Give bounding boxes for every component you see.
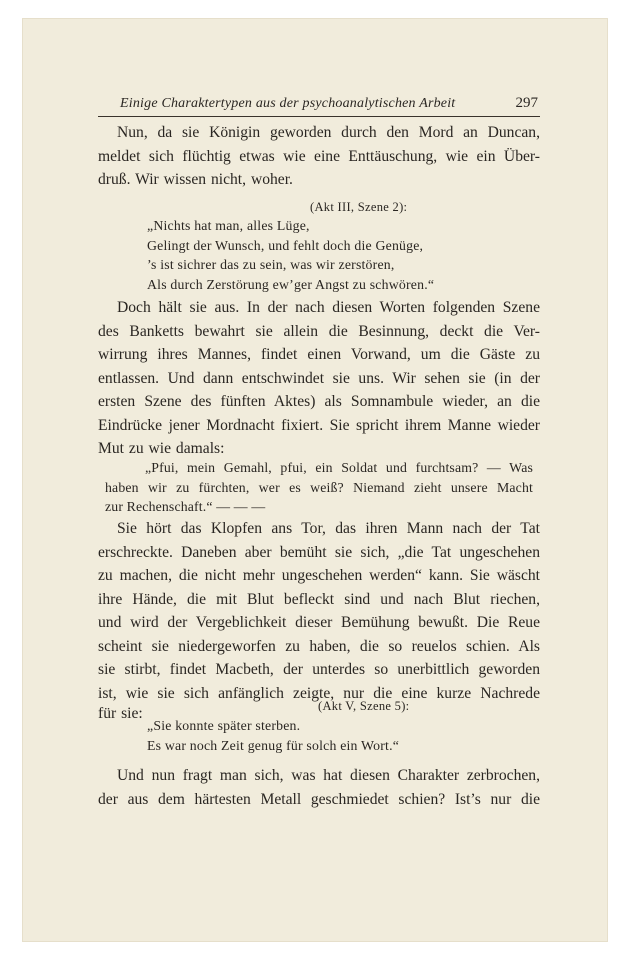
page-number: 297 [515, 95, 538, 111]
quote-line: haben wir zu fürchten, wer es weiß? Niemand zieht unsere Macht [105, 479, 533, 495]
paragraph-line: und wird der Vergeblichkeit dieser Bemühung bewußt. Die Reue [98, 614, 540, 631]
paragraph-line: Doch hält sie aus. In der nach diesen Worten folgenden Szene [117, 299, 540, 316]
prose-quote [105, 458, 533, 517]
verse-line: Es war noch Zeit genug für solch ein Wort.“ [147, 737, 400, 753]
verse-line: „Nichts hat man, alles Lüge, [147, 218, 310, 233]
paragraph-line: scheint sie niedergeworfen zu haben, die so reuelos schien. Als [98, 637, 540, 655]
running-title: Einige Charaktertypen aus der psychoanalytischen Arbeit [120, 96, 456, 111]
paragraph-3 [98, 517, 540, 723]
paragraph-line: erschreckte. Daneben aber bemüht sie sich, „die Tat ungeschehen [98, 543, 540, 561]
paragraph-line: sie stirbt, findet Macbeth, der unterdes so unerbittlich geworden [98, 661, 540, 678]
paragraph-line: Sie hört das Klopfen ans Tor, das ihren Mann nach der Tat [117, 520, 540, 537]
paragraph-line: Eindrücke jener Mordnacht fixiert. Sie spricht ihrem Manne wieder [98, 416, 540, 434]
quote-line: „Pfui, mein Gemahl, pfui, ein Soldat und furchtsam? — Was [145, 460, 533, 475]
verse-line: Als durch Zerstörung ew’ger Angst zu schwören.“ [147, 276, 435, 292]
running-header [98, 96, 540, 117]
paragraph-line: ihre Hände, die mit Blut befleckt sind und nach Blut riechen, [98, 590, 540, 608]
verse-line: ’s ist sichrer das zu sein, was wir zerstören, [147, 257, 395, 272]
verse-line: „Sie konnte später sterben. [147, 718, 301, 733]
paragraph-4 [98, 764, 540, 811]
citation-act-5: (Akt V, Szene 5): [318, 699, 410, 713]
paragraph-line: entlassen. Und dann entschwindet sie uns. Wir sehen sie (in der [98, 369, 540, 387]
paragraph-line: Nun, da sie Königin geworden durch den Mord an Duncan, [117, 124, 540, 141]
paragraph-2 [98, 296, 540, 461]
paragraph-line: meldet sich flüchtig etwas wie eine Enttäuschung, wie ein Über- [98, 147, 540, 165]
verse-line: Gelingt der Wunsch, und fehlt doch die Genüge, [147, 237, 424, 253]
paragraph-line: zu machen, die nicht mehr ungeschehen werden“ kann. Sie wäscht [98, 567, 540, 584]
paragraph-line: für sie: [98, 705, 143, 722]
verse-quote-2 [147, 716, 399, 755]
citation-act-3: (Akt III, Szene 2): [310, 200, 408, 214]
verse-quote-1 [147, 216, 434, 294]
paragraph-line: wirrung ihres Mannes, findet einen Vorwand, um die Gäste zu [98, 346, 540, 363]
paragraph-line: Mut zu wie damals: [98, 440, 225, 457]
paragraph-line: druß. Wir wissen nicht, woher. [98, 171, 293, 188]
paragraph-line: der aus dem härtesten Metall geschmiedet schien? Ist’s nur die [98, 790, 540, 808]
paragraph-line: Und nun fragt man sich, was hat diesen Charakter zerbrochen, [117, 767, 540, 784]
quote-line: zur Rechenschaft.“ — — — [105, 499, 266, 514]
paragraph-line: ersten Szene des fünften Aktes) als Somnambule wieder, an die [98, 393, 540, 410]
paragraph-line: ist, wie sie sich anfänglich zeigte, nur die eine kurze Nachrede [98, 684, 540, 702]
paragraph-1 [98, 121, 540, 192]
paragraph-line: des Banketts bewahrt sie allein die Besinnung, deckt die Ver- [98, 322, 540, 340]
